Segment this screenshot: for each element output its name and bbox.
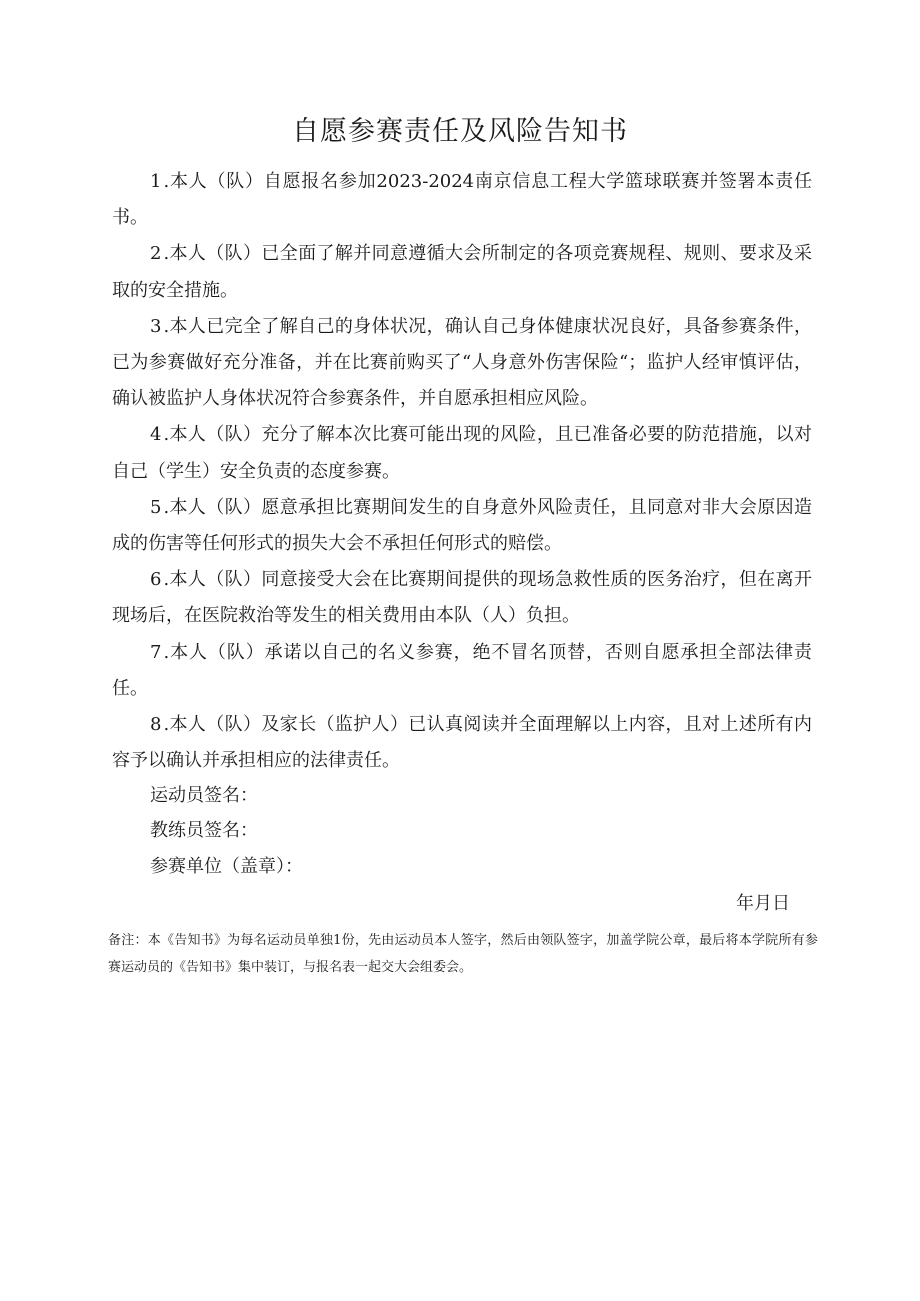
clause-number: 1	[150, 171, 162, 192]
athlete-signature-label: 运动员签名：	[150, 785, 258, 806]
clause-text: .本人（队）及家长（监护人）已认真阅读并全面理解以上内容，且对上述所有内容予以确认并承担相应的法律责任。	[112, 714, 812, 772]
clause-7	[112, 635, 812, 707]
clause-number: 2	[150, 243, 162, 265]
clause-text: .本人（队）已全面了解并同意遵循大会所制定的各项竞赛规程、规则、要求及采取的安全措施。	[112, 243, 812, 301]
clause-6	[112, 562, 812, 634]
date-line: 年月日	[736, 893, 790, 914]
clause-text: .本人（队）愿意承担比赛期间发生的自身意外风险责任，且同意对非大会原因造成的伤害等任何形式的损失大会不承担任何形式的赔偿。	[112, 496, 812, 555]
clause-number: 3	[150, 315, 162, 337]
clause-number: 7	[150, 641, 162, 663]
coach-signature-label: 教练员签名：	[150, 820, 258, 841]
clause-number: 5	[150, 496, 162, 518]
clause-5	[112, 490, 812, 562]
clause-text: .本人（队）承诺以自己的名义参赛，绝不冒名顶替，否则自愿承担全部法律责任。	[112, 641, 812, 699]
clause-1	[112, 164, 812, 236]
footnote: 备注：本《告知书》为每名运动员单独1份，先由运动员本人签字，然后由领队签字，加盖学院公章，最后将本学院所有参赛运动员的《告知书》集中装订，与报名表一起交大会组委会。	[108, 933, 818, 975]
clause-2	[112, 236, 812, 308]
clause-3	[112, 309, 812, 418]
clause-text: .本人已完全了解自己的身体状况，确认自己身体健康状况良好，具备参赛条件，已为参赛做好充分准备，并在比赛前购买了“人身意外伤害保险“；监护人经审慎评估，确认被监护人身体状况符合参赛条件，并自愿承担相应风险。	[112, 315, 812, 410]
clause-number: 4	[150, 424, 162, 446]
clause-8	[112, 707, 812, 779]
clause-list	[112, 164, 812, 779]
clause-text: .本人（队）同意接受大会在比赛期间提供的现场急救性质的医务治疗，但在离开现场后，在医院救治等发生的相关费用由本队（人）负担。	[112, 569, 812, 627]
clause-number: 6	[150, 569, 162, 591]
clause-number: 8	[150, 714, 162, 736]
unit-seal-label: 参赛单位（盖章）：	[150, 856, 303, 877]
clause-text: .本人（队）自愿报名参加2023-2024南京信息工程大学篮球联赛并签署本责任书。	[112, 171, 812, 229]
clause-4	[112, 417, 812, 489]
clause-text: .本人（队）充分了解本次比赛可能出现的风险，且已准备必要的防范措施，以对自己（学生）安全负责的态度参赛。	[112, 424, 812, 482]
document-title: 自愿参赛责任及风险告知书	[292, 116, 628, 147]
